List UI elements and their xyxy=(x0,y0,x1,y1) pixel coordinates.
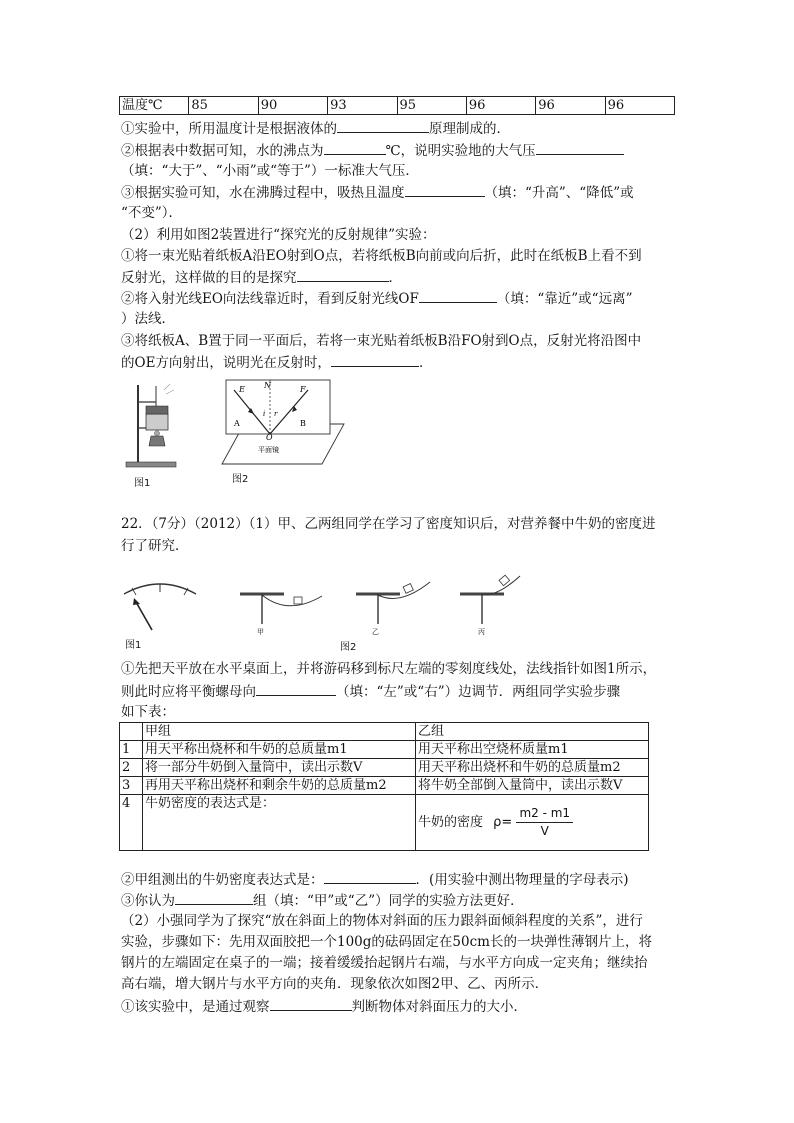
text: 的OE方向射出，说明光在反射时， xyxy=(121,355,331,371)
text: ． xyxy=(418,355,433,371)
table-row xyxy=(120,723,649,741)
q21-line: （2）利用如图2装置进行“探究光的反射规律”实验： xyxy=(121,227,436,243)
temp-cell: 90 xyxy=(258,97,327,115)
steel-strip-figure-bing xyxy=(458,574,548,629)
q22-line: 22．（7分）（2012）（1）甲、乙两组同学在学习了密度知识后，对营养餐中牛奶的密度进 xyxy=(121,516,656,532)
q21-line xyxy=(121,289,632,308)
text: （填：“左”或“右”）边调节．两组同学实验步骤 xyxy=(336,684,621,700)
answer-blank xyxy=(419,289,497,303)
text: ③根据实验可知，水在沸腾过程中，吸热且温度 xyxy=(121,185,405,201)
table-row xyxy=(120,795,649,851)
q22-line: ①先把天平放在水平桌面上，并将游码移到标尺左端的零刻度线处，法线指针如图1所示， xyxy=(121,661,657,677)
answer-blank xyxy=(337,119,429,133)
step-jia: 再用天平称出烧杯和剩余牛奶的总质量m2 xyxy=(143,777,416,795)
sub-caption: 甲 xyxy=(257,628,264,636)
temp-cell: 95 xyxy=(397,97,466,115)
q22-line xyxy=(121,997,527,1016)
answer-blank xyxy=(324,141,386,155)
answer-blank xyxy=(256,682,336,696)
text: ． xyxy=(388,270,402,286)
text: ℃，说明实验地的大气压 xyxy=(385,143,536,159)
step-yi: 用天平称出烧杯和牛奶的总质量m2 xyxy=(416,759,649,777)
text: （填：“升高”、“降低”或 xyxy=(484,185,634,201)
q21-line xyxy=(121,353,432,372)
rho-symbol: ρ= xyxy=(493,815,513,830)
q22-line xyxy=(121,891,524,910)
text: ①实验中，所用温度计是根据液体的 xyxy=(121,121,337,137)
answer-blank xyxy=(175,891,253,905)
header-cell xyxy=(120,723,143,741)
step-jia: 用天平称出烧杯和牛奶的总质量m1 xyxy=(143,741,416,759)
table-row xyxy=(120,759,649,777)
temp-cell: 85 xyxy=(189,97,258,115)
q22-line: 行了研究． xyxy=(121,538,189,554)
text: 组（填：“甲”或“乙”）同学的实验方法更好． xyxy=(253,893,524,909)
temp-cell: 93 xyxy=(328,97,397,115)
text: ③你认为 xyxy=(121,893,175,909)
fraction-denominator: V xyxy=(540,824,549,838)
reflection-apparatus-figure xyxy=(204,376,344,466)
answer-blank xyxy=(536,141,624,155)
q21-line: ③将纸板A、B置于同一平面后，若将一束光贴着纸板B沿FO射到O点，反射光将沿图中 xyxy=(121,333,642,349)
text: ．(用实验中测出物理量的字母表示) xyxy=(415,872,629,888)
step-jia: 牛奶密度的表达式是： xyxy=(143,795,416,851)
boiling-apparatus-figure xyxy=(124,380,184,475)
q21-line xyxy=(121,183,634,202)
sub-caption: 丙 xyxy=(478,628,485,636)
density-label: 牛奶的密度 xyxy=(418,815,484,830)
text: ②将入射光线EO向法线靠近时，看到反射光线OF xyxy=(121,291,419,307)
step-yi: 将牛奶全部倒入量筒中，读出示数V xyxy=(416,777,649,795)
label-e: E xyxy=(239,385,245,394)
fraction-numerator: m2 - m1 xyxy=(516,805,573,823)
q21-line: ①将一束光贴着纸板A沿EO射到O点，若将纸板B向前或向后折，此时在纸板B上看不到 xyxy=(121,248,642,264)
figure-caption: 图1 xyxy=(134,478,151,489)
q22-line xyxy=(121,870,629,889)
temperature-table xyxy=(119,96,675,115)
figure-caption: 图1 xyxy=(125,640,142,651)
figure-caption: 图2 xyxy=(340,642,357,653)
label-a: A xyxy=(234,419,240,428)
q22-line: 实验，步骤如下：先用双面胶把一个100g的砝码固定在50cm长的一块弹性薄钢片上，将 xyxy=(121,934,652,950)
answer-blank xyxy=(405,183,485,197)
temp-cell: 96 xyxy=(466,97,535,115)
text: 反射光，这样做的目的是探究 xyxy=(121,270,297,286)
label-n: N xyxy=(264,381,271,390)
answer-blank xyxy=(297,268,389,282)
q22-line: 钢片的左端固定在桌子的一端；接着缓缓抬起钢片右端，与水平方向成一定夹角；继续抬 xyxy=(121,955,648,971)
steel-strip-figure-yi xyxy=(354,580,444,630)
text: （填：“靠近”或“远离” xyxy=(496,291,633,307)
step-num: 4 xyxy=(120,795,143,851)
step-num: 2 xyxy=(120,759,143,777)
label-o: O xyxy=(266,433,273,442)
answer-blank xyxy=(331,353,419,367)
figure-caption: 图2 xyxy=(232,474,249,485)
q22-line: 高右端，增大钢片与水平方向的夹角．现象依次如图2甲、乙、丙所示． xyxy=(121,976,549,992)
step-jia: 将一部分牛奶倒入量筒中，读出示数V xyxy=(143,759,416,777)
q21-line xyxy=(121,268,402,287)
table-row xyxy=(120,777,649,795)
steel-strip-figure-jia xyxy=(238,588,328,638)
label-i: i xyxy=(263,410,266,418)
q21-line: ）法线． xyxy=(121,311,175,327)
table-row xyxy=(120,97,675,115)
step-yi: 用天平称出空烧杯质量m1 xyxy=(416,741,649,759)
label-b: B xyxy=(300,419,306,428)
text: ①该实验中，是通过观察 xyxy=(121,999,270,1015)
answer-blank xyxy=(324,870,416,884)
step-num: 3 xyxy=(120,777,143,795)
q21-line xyxy=(121,119,510,138)
sub-caption: 乙 xyxy=(372,628,379,636)
label-f: F xyxy=(300,385,306,394)
text: 原理制成的． xyxy=(429,121,510,137)
table-row xyxy=(120,741,649,759)
text: 判断物体对斜面压力的大小． xyxy=(351,999,527,1015)
temp-cell: 96 xyxy=(536,97,605,115)
density-fraction xyxy=(516,805,573,840)
q22-line xyxy=(121,682,620,701)
header-cell: 乙组 xyxy=(416,723,649,741)
q22-line: 如下表： xyxy=(121,704,175,720)
q21-line: （填：“大于”、“小雨”或“等于”）一标准大气压． xyxy=(121,163,419,179)
header-cell: 甲组 xyxy=(143,723,416,741)
mirror-label: 平面镜 xyxy=(258,446,279,454)
q22-line: （2）小强同学为了探究“放在斜面上的物体对斜面的压力跟斜面倾斜程度的关系”，进行 xyxy=(121,913,643,929)
q21-line xyxy=(121,141,624,160)
answer-blank xyxy=(270,997,352,1011)
q21-line: “不变”）． xyxy=(121,205,183,221)
steps-table xyxy=(119,722,649,851)
text: 则此时应将平衡螺母向 xyxy=(121,684,256,700)
text: ②甲组测出的牛奶密度表达式是： xyxy=(121,872,324,888)
text: ②根据表中数据可知，水的沸点为 xyxy=(121,143,324,159)
temp-label-cell: 温度℃ xyxy=(120,97,189,115)
step-num: 1 xyxy=(120,741,143,759)
density-formula-cell xyxy=(416,795,649,851)
temp-cell: 96 xyxy=(605,97,674,115)
balance-pointer-figure xyxy=(122,578,202,638)
label-r: r xyxy=(274,410,278,418)
